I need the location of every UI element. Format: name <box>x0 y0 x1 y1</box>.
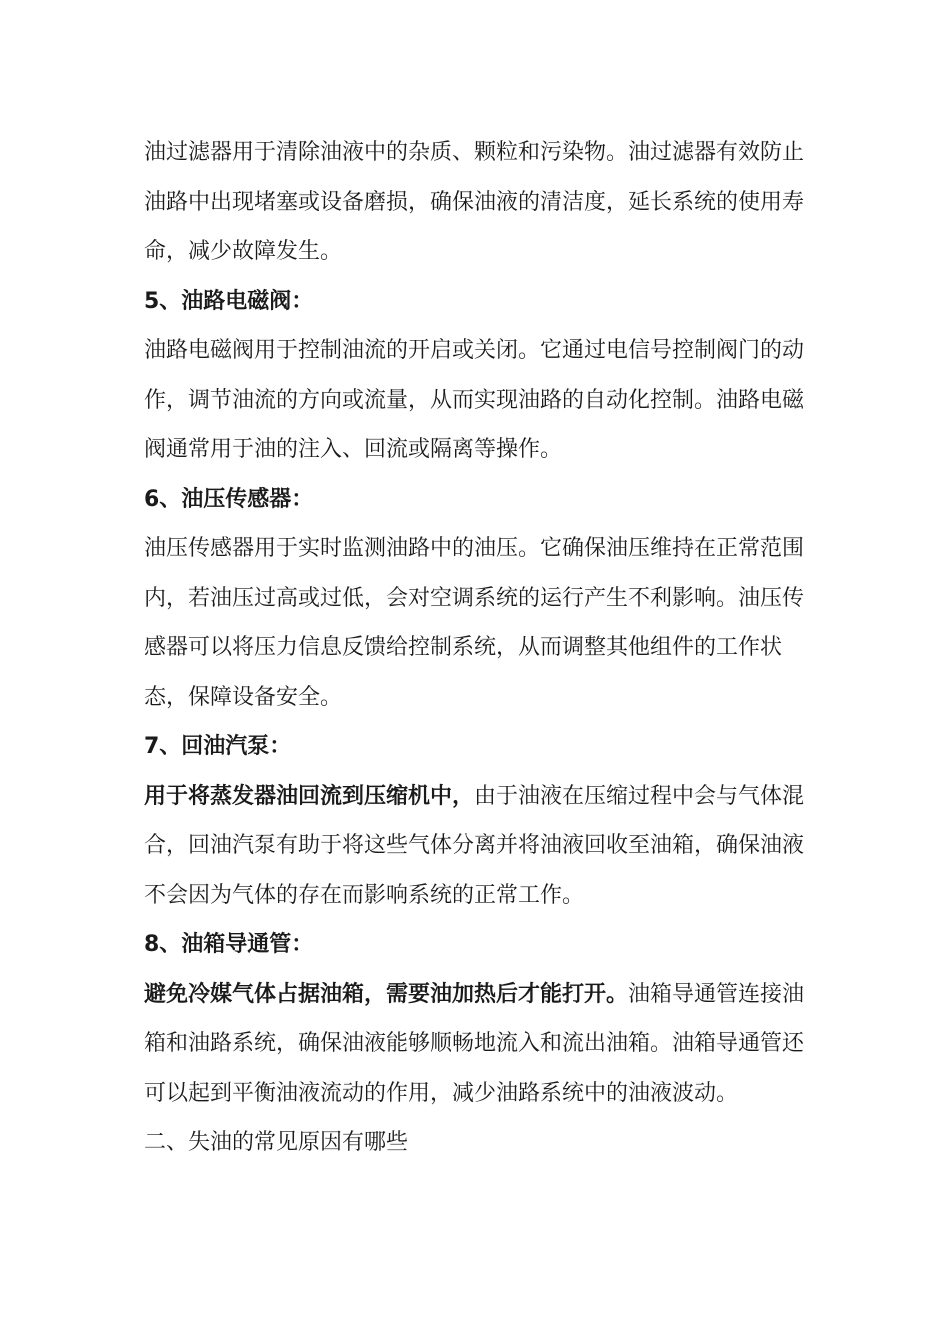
oil-tank-conduit-bold-lead: 避免冷媒气体占据油箱，需要油加热后才能打开。 <box>144 981 629 1007</box>
heading-oil-tank-conduit: 8、油箱导通管： <box>144 932 314 957</box>
oil-return-pump-bold-lead: 用于将蒸发器油回流到压缩机中， <box>144 783 475 809</box>
heading-oil-return-pump: 7、回油汽泵： <box>144 734 292 759</box>
oil-tank-conduit-paragraph <box>144 970 814 1119</box>
oil-return-pump-paragraph <box>144 772 814 921</box>
heading-oil-solenoid-valve: 5、油路电磁阀： <box>144 288 314 314</box>
oil-filter-paragraph: 油过滤器用于清除油液中的杂质、颗粒和污染物。油过滤器有效防止油路中出现堵塞或设备磨损，确保油液的清洁度，延长系统的使用寿命，减少故障发生。 <box>144 140 805 264</box>
oil-pressure-sensor-paragraph: 油压传感器用于实时监测油路中的油压。它确保油压维持在正常范围内，若油压过高或过低，会对空调系统的运行产生不利影响。油压传感器可以将压力信息反馈给控制系统，从而调整其他组件的工作状态，保障设备安全。 <box>144 536 805 710</box>
oil-tank-conduit-body-text: 油箱导通管连接油箱和油路系统，确保油液能够顺畅地流入和流出油箱。油箱导通管还可以起到平衡油液流动的作用，减少油路系统中的油液波动。 <box>144 981 805 1106</box>
oil-return-pump-body-text: 由于油液在压缩过程中会与气体混合，回油汽泵有助于将这些气体分离并将油液回收至油箱，确保油液不会因为气体的存在而影响系统的正常工作。 <box>144 783 805 908</box>
document-body <box>144 128 814 1168</box>
heading-oil-pressure-sensor: 6、油压传感器： <box>144 486 314 512</box>
oil-solenoid-valve-paragraph: 油路电磁阀用于控制油流的开启或关闭。它通过电信号控制阀门的动作，调节油流的方向或流量，从而实现油路的自动化控制。油路电磁阀通常用于油的注入、回流或隔离等操作。 <box>144 338 805 462</box>
section-title-oil-loss-causes: 二、失油的常见原因有哪些 <box>144 1130 409 1155</box>
